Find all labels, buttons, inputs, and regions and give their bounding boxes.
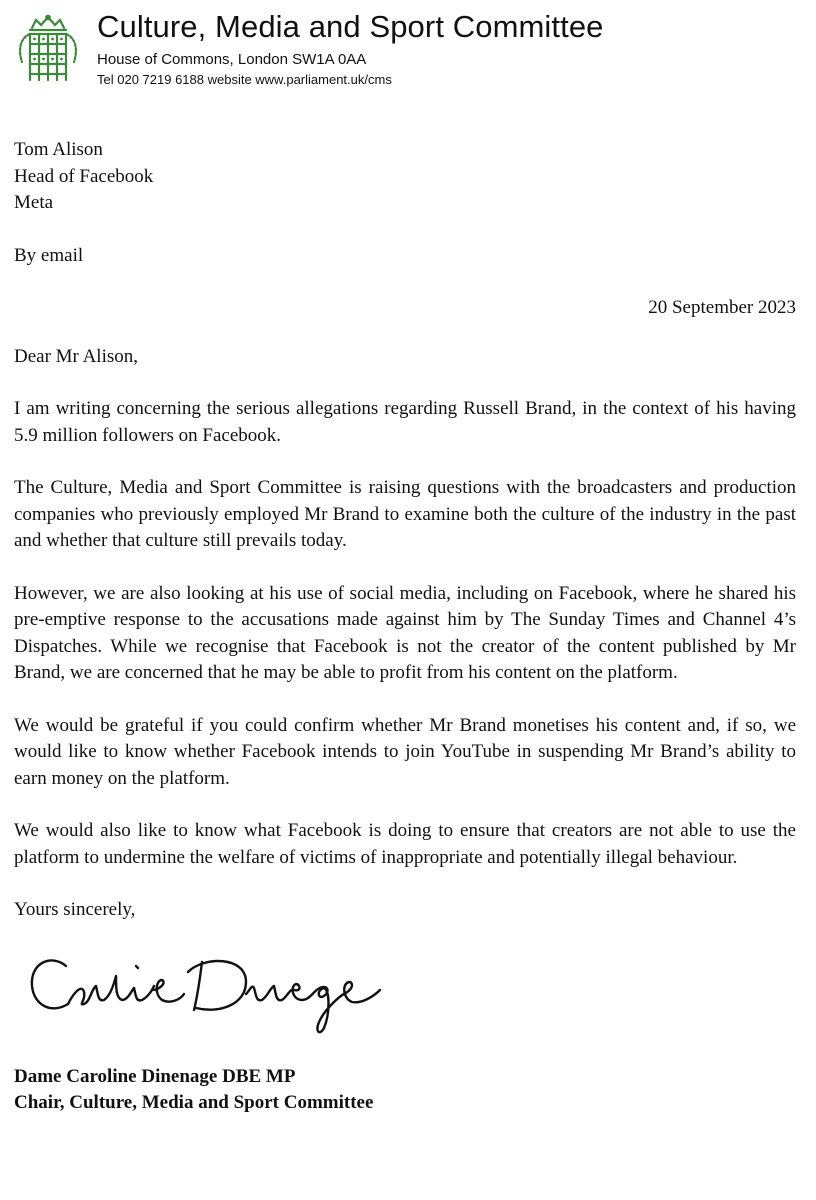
body-paragraph: We would also like to know what Facebook is doing to ensure that creators are not able to use the platform to undermine the welfare of victims of inappropriate and potentially illegal behaviour. (14, 820, 796, 868)
portcullis-icon (12, 14, 84, 86)
letterhead-text (97, 8, 604, 89)
letterhead (12, 8, 802, 98)
body-paragraph: However, we are also looking at his use of social media, including on Facebook, where he shared his pre-emptive response to the accusations made against him by The Sunday Times and Channel 4’s Dispatches. While we recognise that Facebook is not the creator of the content published by Mr Brand, we are concerned that he may be able to profit from his content on the platform. (14, 582, 796, 683)
recipient-address (14, 137, 796, 217)
signatory-name: Dame Caroline Dinenage DBE MP (14, 1065, 296, 1087)
delivery-method: By email (14, 244, 84, 266)
body-paragraph: We would be grateful if you could confirm whether Mr Brand monetises his content and, if so, we would like to know whether Facebook intends to join YouTube in suspending Mr Brand’s ability to earn money on the platform. (14, 714, 796, 789)
signatory-role: Chair, Culture, Media and Sport Committee (14, 1092, 374, 1113)
body-paragraph: The Culture, Media and Sport Committee is raising questions with the broadcasters and production companies who previously employed Mr Brand to examine both the culture of the industry in the past and whether that culture still prevails today. (14, 477, 796, 551)
committee-title: Culture, Media and Sport Committee (97, 9, 604, 44)
recipient-name: Tom Alison (14, 139, 103, 160)
committee-contact: Tel 020 7219 6188 website www.parliament.uk/cms (97, 72, 392, 87)
letter-body (14, 137, 796, 1117)
body-paragraph: I am writing concerning the serious allegations regarding Russell Brand, in the context of his having 5.9 million followers on Facebook. (14, 398, 796, 446)
closing: Yours sincerely, (14, 899, 136, 920)
recipient-organisation: Meta (14, 192, 54, 213)
committee-address: House of Commons, London SW1A 0AA (97, 51, 367, 68)
letter-date: 20 September 2023 (648, 297, 796, 318)
salutation: Dear Mr Alison, (14, 345, 139, 367)
recipient-title: Head of Facebook (14, 165, 154, 187)
handwritten-signature (24, 944, 404, 1044)
